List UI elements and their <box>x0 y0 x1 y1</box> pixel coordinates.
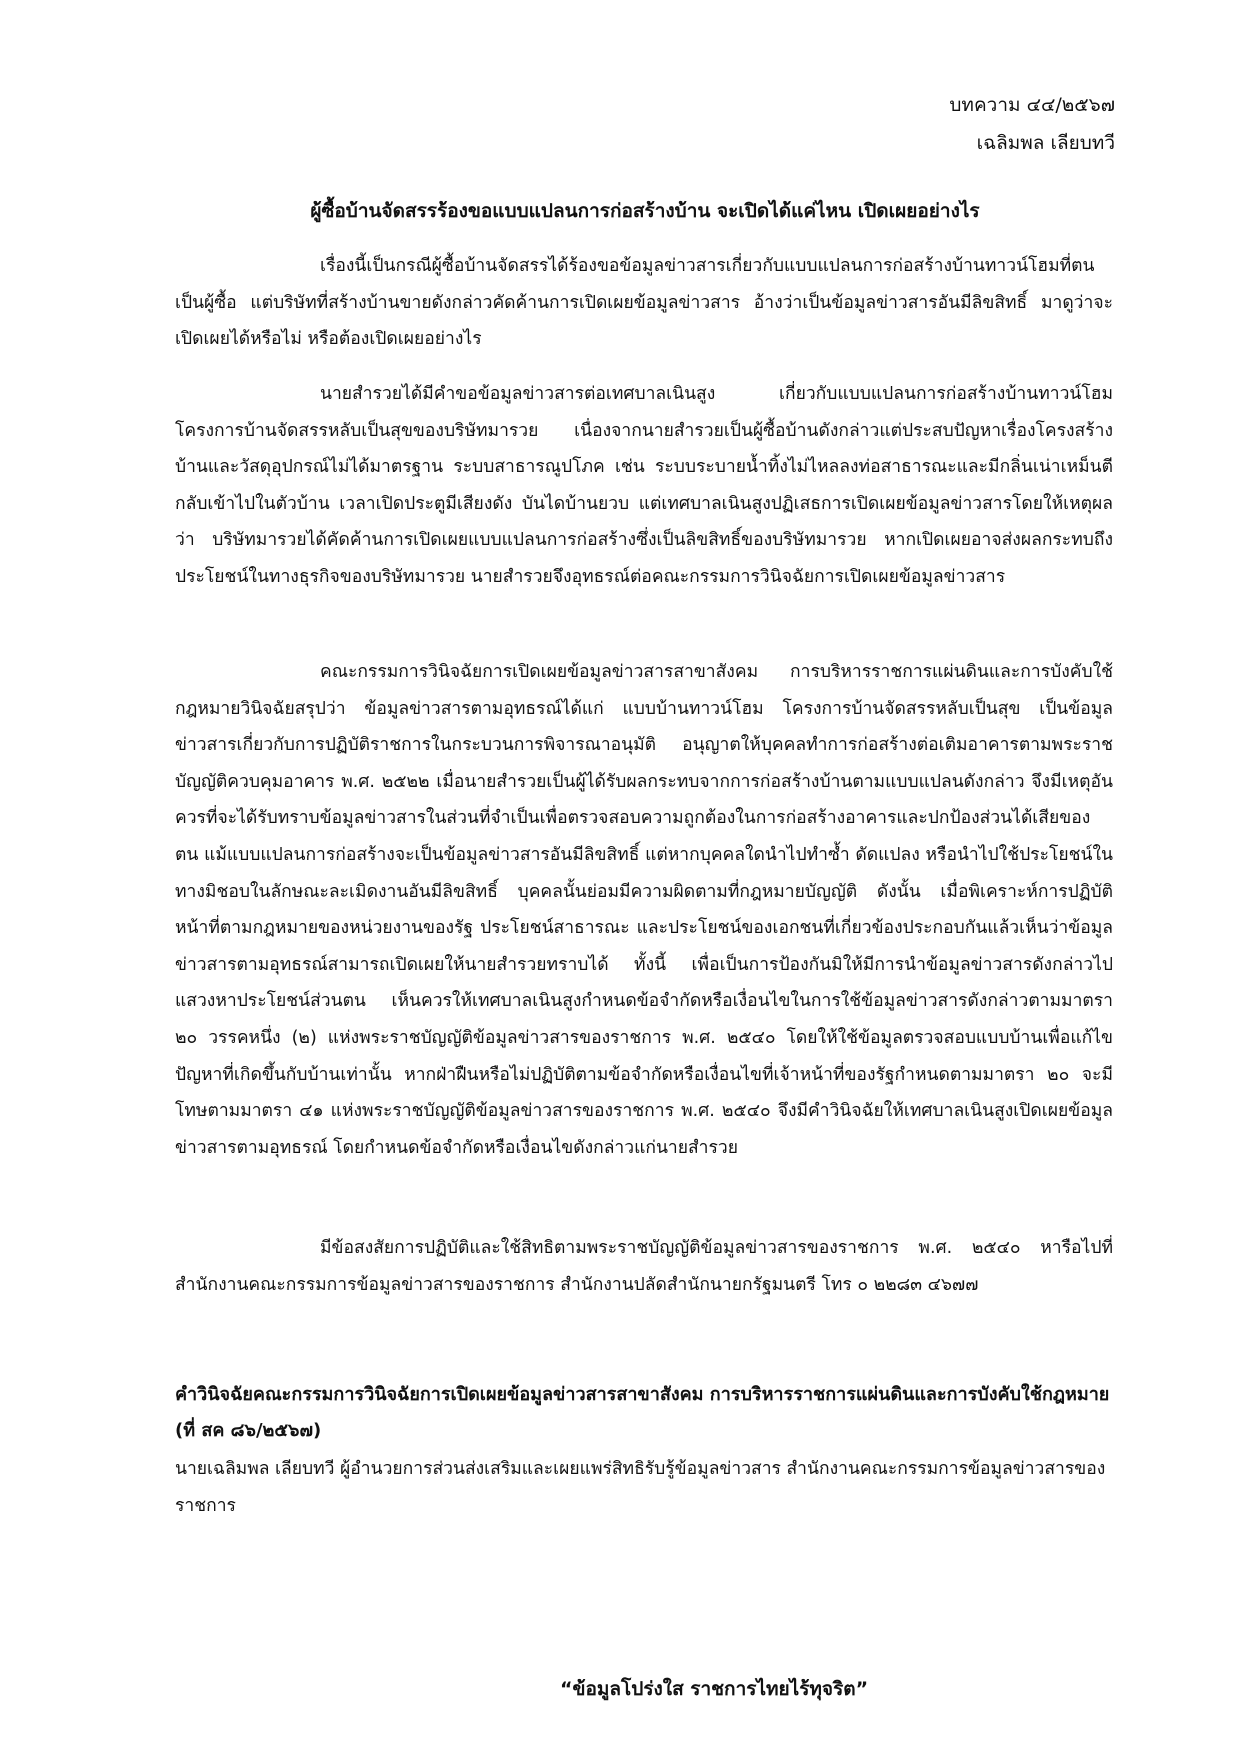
article-title: ผู้ซื้อบ้านจัดสรรร้องขอแบบแปลนการก่อสร้างบ้าน จะเปิดได้แค่ไหน เปิดเผยอย่างไร <box>310 200 980 222</box>
paragraph-facts <box>175 376 1113 596</box>
paragraph-intro <box>175 248 1113 358</box>
paragraph-text: เรื่องนี้เป็นกรณีผู้ซื้อบ้านจัดสรรได้ร้องขอข้อมูลข่าวสารเกี่ยวกับแบบแปลนการก่อสร้างบ้านทาวน์โฮมที่ตนเป็นผู้ซื้อ แต่บริษัทที่สร้างบ้านขายดังกล่าวคัดค้านการเปิดเผยข้อมูลข่าวสาร อ้างว่าเป็นข้อมูลข่าวสารอันมีลิขสิทธิ์ มาดูว่าจะเปิดเผยได้หรือไม่ หรือต้องเปิดเผยอย่างไร <box>175 256 1113 350</box>
author-credit: นายเฉลิมพล เลียบทวี ผู้อำนวยการส่วนส่งเสริมและเผยแพร่สิทธิรับรู้ข้อมูลข่าวสาร สำนักงานคณะกรรมการข้อมูลข่าวสารของราชการ <box>175 1459 1106 1516</box>
paragraph-decision <box>175 654 1113 1166</box>
paragraph-text: มีข้อสงสัยการปฏิบัติและใช้สิทธิตามพระราชบัญญัติข้อมูลข่าวสารของราชการ พ.ศ. ๒๕๔๐ หารือไปที่สำนักงานคณะกรรมการข้อมูลข่าวสารของราชการ สำนักงานปลัดสำนักนายกรัฐมนตรี โทร ๐ ๒๒๘๓ ๔๖๗๗ <box>175 1238 1113 1295</box>
slogan: “ข้อมูลโปร่งใส ราชการไทยไร้ทุจริต” <box>560 1678 869 1700</box>
article-meta <box>949 86 1115 162</box>
decision-reference: คำวินิจฉัยคณะกรรมการวินิจฉัยการเปิดเผยข้อมูลข่าวสารสาขาสังคม การบริหารราชการแผ่นดินและการบังคับใช้กฎหมาย (ที่ สค ๘๖/๒๕๖๗) <box>175 1384 1110 1441</box>
paragraph-text: คณะกรรมการวินิจฉัยการเปิดเผยข้อมูลข่าวสารสาขาสังคม การบริหารราชการแผ่นดินและการบังคับใช้กฎหมายวินิจฉัยสรุปว่า ข้อมูลข่าวสารตามอุทธรณ์ได้แก่ แบบบ้านทาวน์โฮม โครงการบ้านจัดสรรหลับเป็นสุข เป็นข้อมูลข่าวสารเกี่ยวกับการปฏิบัติราชการในกระบวนการพิจารณาอนุมัติ อนุญาตให้บุคคลทำการก่อสร้างต่อเติมอาคารตามพระราชบัญญัติควบคุมอาคาร พ.ศ. ๒๕๒๒ เมื่อนายสำรวยเป็นผู้ได้รับผลกระทบจากการก่อสร้างบ้านตามแบบแปลนดังกล่าว จึงมีเหตุอันควรที่จะได้รับทราบข้อมูลข่าวสารในส่วนที่จำเป็นเพื่อตรวจสอบความถูกต้องในการก่อสร้างอาคารและปกป้องส่วนได้เสียของตน แม้แบบแปลนการก่อสร้างจะเป็นข้อมูลข่าวสารอันมีลิขสิทธิ์ แต่หากบุคคลใดนำไปทำซ้ำ ดัดแปลง หรือนำไปใช้ประโยชน์ในทางมิชอบในลักษณะละเมิดงานอันมีลิขสิทธิ์ บุคคลนั้นย่อมมีความผิดตามที่กฎหมายบัญญัติ ดังนั้น เมื่อพิเคราะห์การปฏิบัติหน้าที่ตามกฎหมายของหน่วยงานของรัฐ ประโยชน์สาธารณะ และประโยชน์ของเอกชนที่เกี่ยวข้องประกอบกันแล้วเห็นว่าข้อมูลข่าวสารตามอุทธรณ์สามารถเปิดเผยให้นายสำรวยทราบได้ ทั้งนี้ เพื่อเป็นการป้องกันมิให้มีการนำข้อมูลข่าวสารดังกล่าวไปแสวงหาประโยชน์ส่วนตน เห็นควรให้เทศบาลเนินสูงกำหนดข้อจำกัดหรือเงื่อนไขในการใช้ข้อมูลข่าวสารดังกล่าวตามมาตรา ๒๐ วรรคหนึ่ง (๒) แห่งพระราชบัญญัติข้อมูลข่าวสารของราชการ พ.ศ. ๒๕๔๐ โดยให้ใช้ข้อมูลตรวจสอบแบบบ้านเพื่อแก้ไขปัญหาที่เกิดขึ้นกับบ้านเท่านั้น หากฝ่าฝืนหรือไม่ปฏิบัติตามข้อจำกัดหรือเงื่อนไขที่เจ้าหน้าที่ของรัฐกำหนดตามมาตรา ๒๐ จะมีโทษตามมาตรา ๔๑ แห่งพระราชบัญญัติข้อมูลข่าวสารของราชการ พ.ศ. ๒๕๔๐ จึงมีคำวินิจฉัยให้เทศบาลเนินสูงเปิดเผยข้อมูลข่าวสารตามอุทธรณ์ โดยกำหนดข้อจำกัดหรือเงื่อนไขดังกล่าวแก่นายสำรวย <box>175 662 1113 1158</box>
article-number: บทความ ๔๔/๒๕๖๗ <box>949 94 1115 116</box>
paragraph-text: นายสำรวยได้มีคำขอข้อมูลข่าวสารต่อเทศบาลเนินสูง เกี่ยวกับแบบแปลนการก่อสร้างบ้านทาวน์โฮม โครงการบ้านจัดสรรหลับเป็นสุขของบริษัทมารวย เนื่องจากนายสำรวยเป็นผู้ซื้อบ้านดังกล่าวแต่ประสบปัญหาเรื่องโครงสร้างบ้านและวัสดุอุปกรณ์ไม่ได้มาตรฐาน ระบบสาธารณูปโภค เช่น ระบบระบายน้ำทิ้งไม่ไหลลงท่อสาธารณะและมีกลิ่นเน่าเหม็นตีกลับเข้าไปในตัวบ้าน เวลาเปิดประตูมีเสียงดัง บันไดบ้านยวบ แต่เทศบาลเนินสูงปฏิเสธการเปิดเผยข้อมูลข่าวสารโดยให้เหตุผลว่า บริษัทมารวยได้คัดค้านการเปิดเผยแบบแปลนการก่อสร้างซึ่งเป็นลิขสิทธิ์ของบริษัทมารวย หากเปิดเผยอาจส่งผลกระทบถึงประโยชน์ในทางธุรกิจของบริษัทมารวย นายสำรวยจึงอุทธรณ์ต่อคณะกรรมการวินิจฉัยการเปิดเผยข้อมูลข่าวสาร <box>175 384 1113 587</box>
author-name: เฉลิมพล เลียบทวี <box>976 132 1115 154</box>
paragraph-contact <box>175 1230 1113 1303</box>
